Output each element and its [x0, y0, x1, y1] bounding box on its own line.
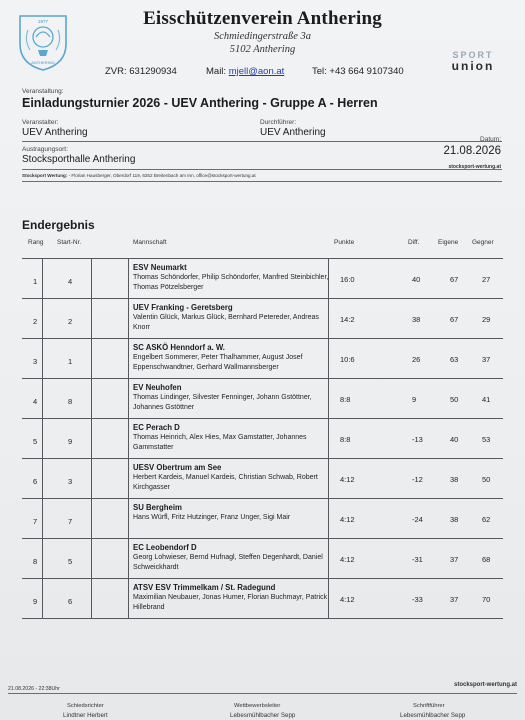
- column-divider: [91, 258, 92, 618]
- start-cell: 9: [68, 437, 73, 446]
- rank-cell: 4: [33, 397, 38, 406]
- row-divider: [22, 618, 503, 619]
- rank-cell: 2: [33, 317, 38, 326]
- row-divider: [22, 338, 503, 339]
- row-divider: [22, 418, 503, 419]
- points-cell: 4:12: [340, 555, 355, 564]
- own-cell: 67: [450, 275, 459, 284]
- secretary-name: Lebesmühlbacher Sepp: [400, 712, 466, 719]
- opp-cell: 68: [482, 555, 491, 564]
- row-divider: [22, 378, 503, 379]
- team-name: SU Bergheim: [133, 503, 182, 512]
- mail-link[interactable]: mjell@aon.at: [228, 66, 285, 77]
- footer-brand: stocksport-wertung.at: [453, 682, 517, 688]
- phone-number: Tel: +43 664 9107340: [312, 66, 404, 77]
- own-cell: 38: [450, 475, 459, 484]
- col-diff: Diff.: [408, 239, 420, 246]
- opp-cell: 70: [482, 595, 491, 604]
- executor-label: Durchführer:: [260, 119, 297, 126]
- diff-cell: 26: [412, 355, 421, 364]
- sport-union-union: union: [451, 59, 495, 73]
- brand-header: stocksport-wertung.at: [448, 164, 501, 170]
- organizer-label: Veranstalter:: [22, 119, 59, 126]
- scoring-label: Stocksport Wertung:: [22, 173, 68, 178]
- divider: [22, 181, 502, 182]
- mail-label: Mail:: [206, 66, 227, 77]
- venue-value: Stocksporthalle Anthering: [22, 154, 136, 165]
- col-opp: Gegner: [472, 239, 494, 246]
- diff-cell: 38: [412, 315, 421, 324]
- rank-cell: 1: [33, 277, 38, 286]
- opp-cell: 50: [482, 475, 491, 484]
- col-start: Start-Nr.: [57, 239, 82, 246]
- row-divider: [22, 538, 503, 539]
- diff-cell: 40: [412, 275, 421, 284]
- organizer-value: UEV Anthering: [22, 127, 88, 138]
- own-cell: 50: [450, 395, 459, 404]
- points-cell: 8:8: [340, 395, 351, 404]
- col-team: Mannschaft: [133, 239, 167, 246]
- col-points: Punkte: [334, 239, 355, 246]
- row-divider: [22, 258, 503, 259]
- scoring-line: [22, 173, 256, 178]
- own-cell: 67: [450, 315, 459, 324]
- diff-cell: -24: [412, 515, 423, 524]
- start-cell: 4: [68, 277, 73, 286]
- rank-cell: 8: [33, 557, 38, 566]
- points-cell: 4:12: [340, 475, 355, 484]
- secretary-label: Schriftführer: [413, 703, 445, 709]
- club-street: Schmiedingerstraße 3a: [213, 31, 312, 42]
- points-cell: 10:6: [340, 355, 355, 364]
- points-cell: 4:12: [340, 595, 355, 604]
- rank-cell: 6: [33, 477, 38, 486]
- section-title: Endergebnis: [22, 218, 95, 232]
- opp-cell: 37: [482, 355, 491, 364]
- opp-cell: 53: [482, 435, 491, 444]
- start-cell: 2: [68, 317, 73, 326]
- start-cell: 1: [68, 357, 73, 366]
- team-name: UESV Obertrum am See: [133, 463, 222, 472]
- event-label: Veranstaltung:: [22, 88, 64, 95]
- team-name: ATSV ESV Trimmelkam / St. Radegund: [133, 583, 276, 592]
- sport-union-logo: [438, 50, 508, 73]
- start-cell: 7: [68, 517, 73, 526]
- referee-name: Lindtner Herbert: [63, 712, 108, 719]
- team-name: EV Neuhofen: [133, 383, 182, 392]
- rank-cell: 9: [33, 597, 38, 606]
- date-label: Datum:: [480, 136, 501, 143]
- club-city: 5102 Anthering: [229, 44, 296, 55]
- divider: [8, 693, 517, 694]
- points-cell: 8:8: [340, 435, 351, 444]
- opp-cell: 27: [482, 275, 491, 284]
- team-players: Valentin Glück, Markus Glück, Bernhard Petereder, Andreas Knorr: [133, 314, 319, 331]
- competition-lead-name: Lebesmühlbacher Sepp: [230, 712, 296, 719]
- opp-cell: 41: [482, 395, 491, 404]
- team-players: Georg Lohwieser, Bernd Hufnagl, Steffen Degenhardt, Daniel Schweickhardt: [133, 554, 323, 571]
- club-name: Eisschützenverein Anthering: [143, 8, 382, 29]
- own-cell: 40: [450, 435, 459, 444]
- competition-lead-label: Wettbewerbsleiter: [234, 703, 281, 709]
- start-cell: 6: [68, 597, 73, 606]
- points-cell: 4:12: [340, 515, 355, 524]
- team-name: SC ASKÖ Henndorf a. W.: [133, 343, 225, 352]
- team-players: Herbert Kardeis, Manuel Kardeis, Christian Schwab, Robert Kirchgasser: [133, 474, 318, 491]
- diff-cell: -12: [412, 475, 423, 484]
- divider: [22, 141, 502, 142]
- team-players: Thomas Heinrich, Alex Hies, Max Gamstatter, Johannes Gammstatter: [133, 434, 307, 451]
- team-name: ESV Neumarkt: [133, 263, 187, 272]
- team-players: Maximilian Neubauer, Jonas Humer, Florian Buchmayr, Patrick Hillebrand: [133, 594, 328, 611]
- row-divider: [22, 298, 503, 299]
- logo-text: ANTHERING: [31, 60, 55, 65]
- own-cell: 38: [450, 515, 459, 524]
- points-cell: 16:0: [340, 275, 355, 284]
- team-name: EC Leobendorf D: [133, 543, 197, 552]
- zvr-number: ZVR: 631290934: [105, 66, 177, 77]
- own-cell: 37: [450, 595, 459, 604]
- divider: [22, 169, 502, 170]
- rank-cell: 5: [33, 437, 38, 446]
- timestamp: 21.08.2026 - 22:38Uhr: [8, 686, 60, 692]
- column-divider: [42, 258, 43, 618]
- date-value: 21.08.2026: [443, 145, 501, 157]
- col-own: Eigene: [438, 239, 459, 246]
- start-cell: 8: [68, 397, 73, 406]
- mail-line: [206, 66, 284, 77]
- team-players: Thomas Lindinger, Silvester Fenninger, Johann Gstöttner, Johannes Gstöttner: [133, 394, 312, 411]
- opp-cell: 29: [482, 315, 491, 324]
- row-divider: [22, 458, 503, 459]
- start-cell: 5: [68, 557, 73, 566]
- team-players: Engelbert Sommerer, Peter Thalhammer, August Josef Eppenschwandtner, Gerhard Wallmannsberger: [133, 354, 303, 371]
- row-divider: [22, 578, 503, 579]
- executor-value: UEV Anthering: [260, 127, 326, 138]
- team-name: EC Perach D: [133, 423, 180, 432]
- venue-label: Austragungsort:: [22, 146, 68, 153]
- referee-label: Schiedsrichter: [67, 703, 104, 709]
- rank-cell: 3: [33, 357, 38, 366]
- team-players: Thomas Schöndorfer, Philip Schöndorfer, Manfred Steinbichler, Thomas Pötzelsberger: [133, 274, 329, 291]
- team-name: UEV Franking - Geretsberg: [133, 303, 233, 312]
- column-divider: [128, 258, 129, 618]
- team-players: Hans Würfl, Fritz Hutzinger, Franz Unger, Sigi Mair: [133, 514, 291, 521]
- start-cell: 3: [68, 477, 73, 486]
- opp-cell: 62: [482, 515, 491, 524]
- scoring-text: - Florian Hausberger, Oberdorf 119, 6252 Breitenbach am Inn, office@stocksport-wertung.at: [67, 173, 256, 178]
- diff-cell: -13: [412, 435, 423, 444]
- logo-year: 1977: [37, 19, 49, 24]
- diff-cell: -31: [412, 555, 423, 564]
- sport-union-sport: SPORT: [452, 50, 494, 60]
- row-divider: [22, 498, 503, 499]
- rank-cell: 7: [33, 517, 38, 526]
- event-title: Einladungsturnier 2026 - UEV Anthering - Gruppe A - Herren: [22, 96, 378, 110]
- col-rank: Rang: [28, 239, 44, 246]
- diff-cell: 9: [412, 395, 417, 404]
- diff-cell: -33: [412, 595, 423, 604]
- points-cell: 14:2: [340, 315, 355, 324]
- own-cell: 37: [450, 555, 459, 564]
- own-cell: 63: [450, 355, 459, 364]
